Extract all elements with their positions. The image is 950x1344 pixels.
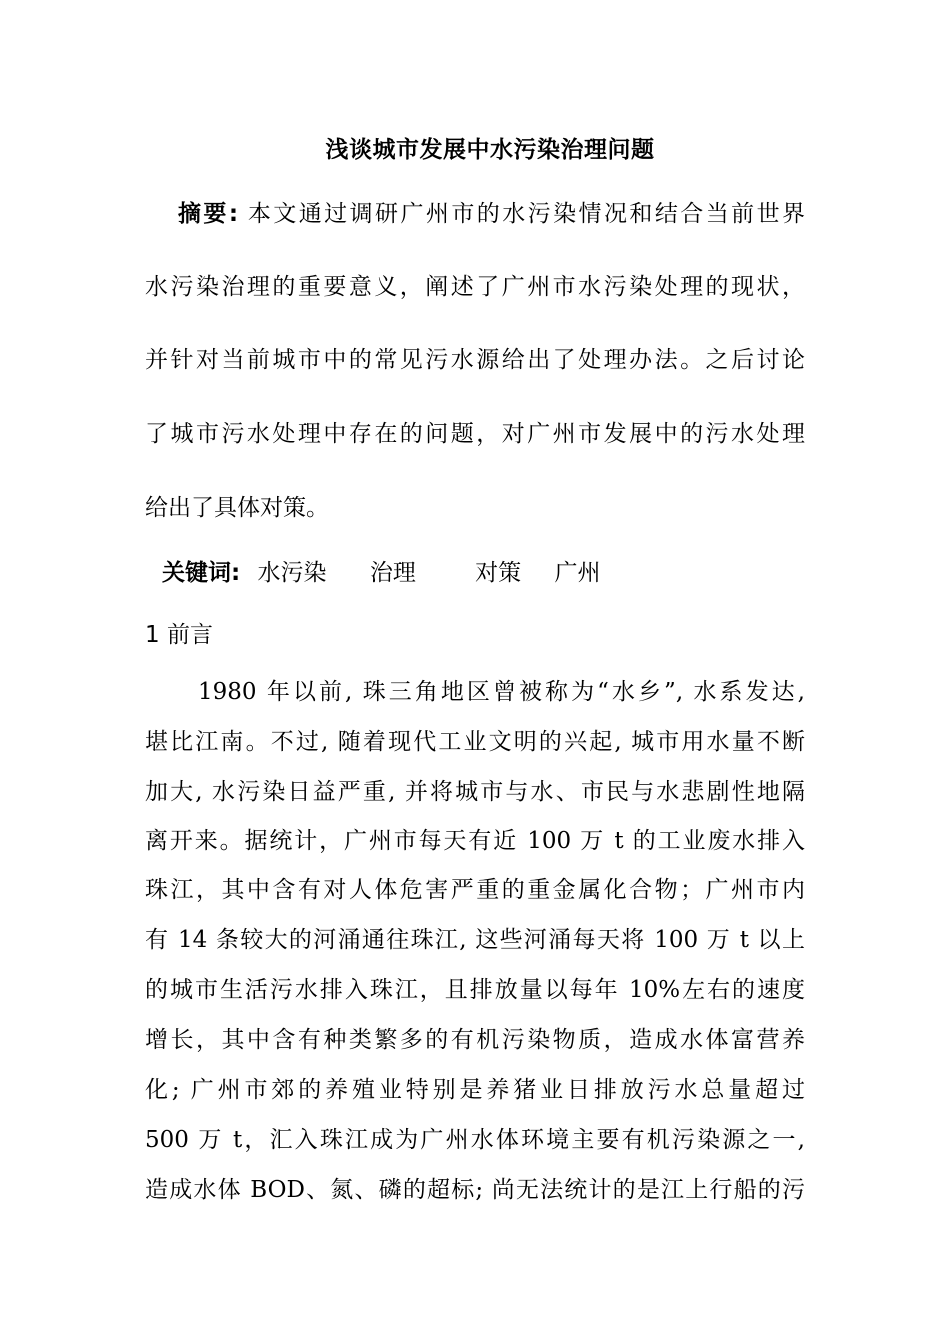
- abstract-separator: :: [228, 201, 239, 227]
- abstract-label: 摘要: [178, 201, 229, 227]
- body-line: 加大, 水污染日益严重, 并将城市与水、市民与水悲剧性地隔: [145, 779, 805, 805]
- abstract-first-line: [178, 196, 805, 232]
- body-line: 增长，其中含有种类繁多的有机污染物质，造成水体富营养: [145, 1027, 805, 1053]
- body-line: 500 万 t，汇入珠江成为广州水体环境主要有机污染源之一,: [145, 1127, 805, 1153]
- abstract-line: 水污染治理的重要意义，阐述了广州市水污染处理的现状，: [145, 274, 805, 300]
- abstract-line: 并针对当前城市中的常见污水源给出了处理办法。之后讨论: [145, 347, 805, 373]
- keywords-line: [162, 555, 805, 591]
- body-line: 1980 年以前, 珠三角地区曾被称为“水乡”, 水系发达,: [198, 679, 805, 705]
- body-line: 珠江，其中含有对人体危害严重的重金属化合物；广州市内: [145, 877, 805, 903]
- section-heading: 1 前言: [145, 622, 213, 648]
- body-line: 的城市生活污水排入珠江，且排放量以每年 10%左右的速度: [145, 977, 805, 1003]
- abstract-line: 给出了具体对策。: [145, 495, 329, 521]
- keyword-item: 水污染: [257, 560, 327, 586]
- keywords-label: 关键词: [162, 560, 231, 586]
- document-title: 浅谈城市发展中水污染治理问题: [325, 137, 655, 163]
- abstract-line: 了城市污水处理中存在的问题，对广州市发展中的污水处理: [145, 421, 805, 447]
- body-line: 离开来。据统计，广州市每天有近 100 万 t 的工业废水排入: [145, 828, 805, 854]
- keyword-item: 治理: [369, 560, 416, 586]
- abstract-line: 本文通过调研广州市的水污染情况和结合当前世界: [247, 201, 806, 227]
- body-line: 有 14 条较大的河涌通往珠江, 这些河涌每天将 100 万 t 以上: [145, 927, 805, 953]
- keyword-item: 广州: [554, 560, 601, 586]
- body-line: 化; 广州市郊的养殖业特别是养猪业日排放污水总量超过: [145, 1077, 805, 1103]
- body-line: 堪比江南。不过, 随着现代工业文明的兴起, 城市用水量不断: [145, 729, 805, 755]
- body-line: 造成水体 BOD、氮、磷的超标; 尚无法统计的是江上行船的污: [145, 1177, 805, 1203]
- keywords-separator: :: [231, 560, 241, 586]
- keyword-item: 对策: [475, 560, 522, 586]
